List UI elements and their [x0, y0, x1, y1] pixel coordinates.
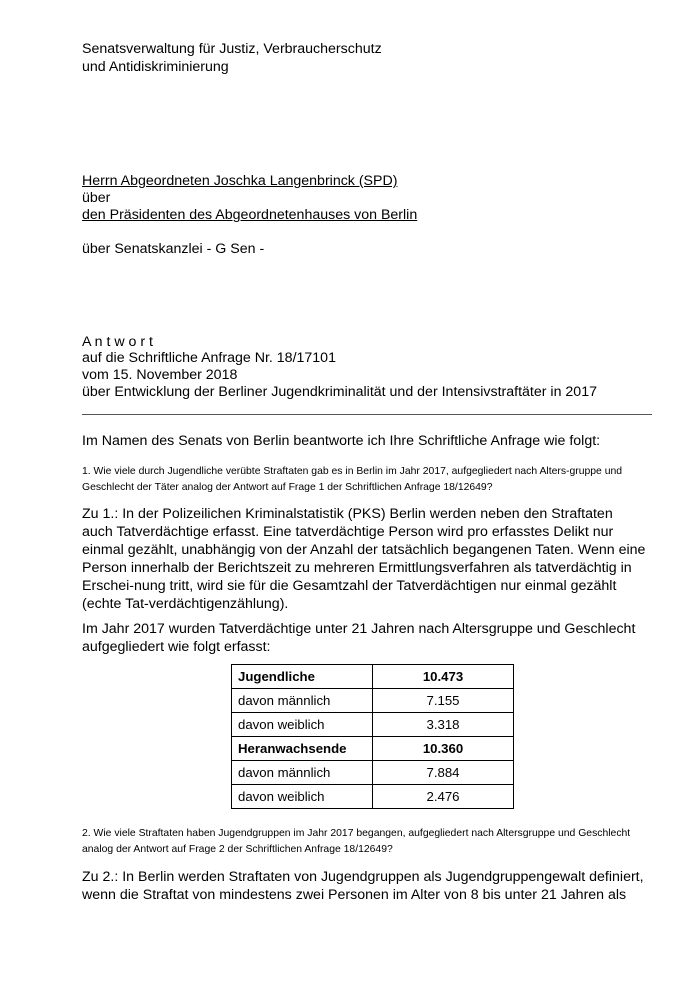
table-cell-label: davon weiblich [232, 785, 373, 809]
paragraph-table-intro: Im Jahr 2017 wurden Tatverdächtige unter 21 Jahren nach Altersgruppe und Geschlecht aufgegliedert wie folgt erfasst: [82, 621, 636, 655]
recipient: Herrn Abgeordneten Joschka Langenbrinck (SPD) [82, 173, 398, 189]
table-cell-label: davon männlich [232, 689, 373, 713]
answer-date: vom 15. November 2018 [82, 367, 238, 383]
header-line-2: und Antidiskriminierung [82, 59, 229, 75]
answer-subject: über Entwicklung der Berliner Jugendkriminalität und der Intensivstraftäter in 2017 [82, 384, 597, 400]
intro-text: Im Namen des Senats von Berlin beantworte ich Ihre Schriftliche Anfrage wie folgt: [82, 433, 601, 449]
table-row [232, 689, 514, 713]
answer-heading: A n t w o r t [82, 334, 153, 350]
table-cell-label: Jugendliche [232, 665, 373, 689]
answer-ref: auf die Schriftliche Anfrage Nr. 18/17101 [82, 350, 336, 366]
answer-1: Zu 1.: In der Polizeilichen Kriminalstatistik (PKS) Berlin werden neben den Straftaten auch Tatverdächtige erfasst. Eine tatverdächtige Person wird pro erfasstes Delikt nur einmal gezählt, unabhängig von der Anzahl der tatsächlich begangenen Taten. Wenn eine Person innerhalb der Berichtszeit zu mehreren Ermittlungsverfahren als tatverdächtig in Erschei-nung tritt, wird sie für die Gesamtzahl der Tatverdächtigen nur einmal gezählt (echte Tat-verdächtigenzählung). [82, 506, 646, 612]
table-row [232, 761, 514, 785]
table-cell-value: 2.476 [373, 785, 514, 809]
table-cell-value: 10.360 [373, 737, 514, 761]
table-row [232, 665, 514, 689]
via-text: über [82, 190, 111, 206]
table-cell-label: davon männlich [232, 761, 373, 785]
suspects-table-body [232, 665, 514, 809]
divider [82, 414, 652, 415]
suspects-table [231, 664, 514, 809]
president: den Präsidenten des Abgeordnetenhauses von Berlin [82, 207, 418, 223]
table-row [232, 785, 514, 809]
table-cell-value: 7.155 [373, 689, 514, 713]
chancellery: über Senatskanzlei - G Sen - [82, 241, 265, 257]
answer-2: Zu 2.: In Berlin werden Straftaten von Jugendgruppen als Jugendgruppengewalt definiert, wenn die Straftat von mindestens zwei Personen im Alter von 8 bis unter 21 Jahren als [82, 869, 644, 903]
question-1: 1. Wie viele durch Jugendliche verübte Straftaten gab es in Berlin im Jahr 2017, aufgegliedert nach Alters-gruppe und Geschlecht der Täter analog der Antwort auf Frage 1 der Schriftlichen Anfrage 18/12649? [82, 466, 623, 493]
table-row [232, 713, 514, 737]
table-row [232, 737, 514, 761]
table-cell-value: 3.318 [373, 713, 514, 737]
table-cell-value: 7.884 [373, 761, 514, 785]
table-cell-value: 10.473 [373, 665, 514, 689]
question-2: 2. Wie viele Straftaten haben Jugendgruppen im Jahr 2017 begangen, aufgegliedert nach Altersgruppe und Geschlecht analog der Antwort auf Frage 2 der Schriftlichen Anfrage 18/12649? [82, 828, 631, 855]
table-cell-label: Heranwachsende [232, 737, 373, 761]
table-cell-label: davon weiblich [232, 713, 373, 737]
header-line-1: Senatsverwaltung für Justiz, Verbraucherschutz [82, 41, 382, 57]
